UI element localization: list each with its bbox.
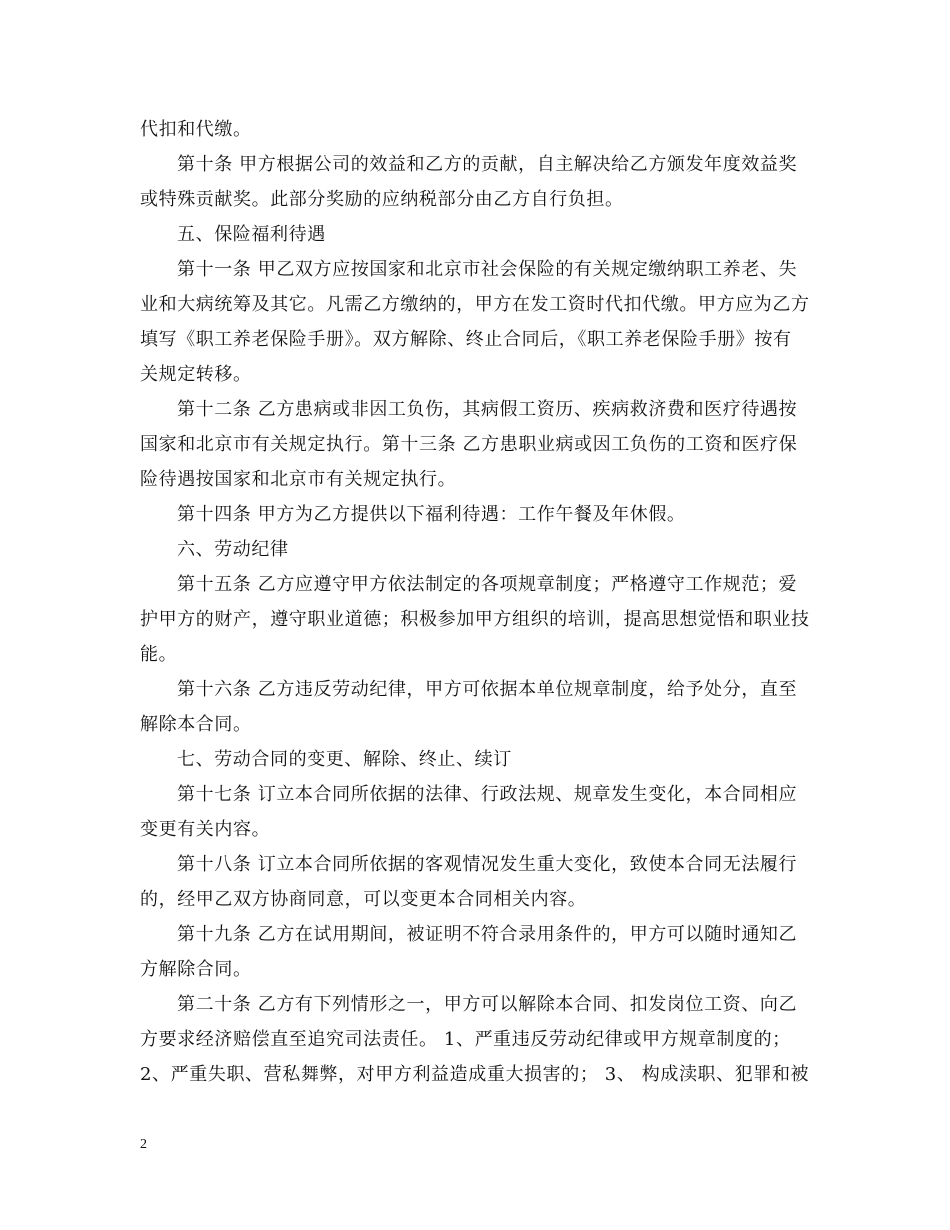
text-line: 解除本合同。: [140, 714, 252, 735]
text-line: 或特殊贡献奖。此部分奖励的应纳税部分由乙方自行负担。: [140, 189, 624, 210]
text-line: 代扣和代缴。: [140, 119, 252, 140]
text-line: 方解除合同。: [140, 959, 252, 980]
text-line: 第十八条 订立本合同所依据的客观情况发生重大变化，致使本合同无法履行: [177, 854, 798, 875]
section-heading: 五、保险福利待遇: [177, 224, 326, 245]
text-line: 第十条 甲方根据公司的效益和乙方的贡献，自主解决给乙方颁发年度效益奖: [177, 154, 798, 175]
text-line: 第十二条 乙方患病或非因工负伤，其病假工资历、疾病救济费和医疗待遇按: [177, 399, 798, 420]
text-line: 第二十条 乙方有下列情形之一，甲方可以解除本合同、扣发岗位工资、向乙: [177, 994, 798, 1015]
text-line: 第十四条 甲方为乙方提供以下福利待遇：工作午餐及年休假。: [177, 504, 686, 525]
text-line: 护甲方的财产，遵守职业道德；积极参加甲方组织的培训，提高思想觉悟和职业技: [140, 609, 810, 630]
text-line: 第十六条 乙方违反劳动纪律，甲方可依据本单位规章制度，给予处分，直至: [177, 679, 798, 700]
text-line: 业和大病统筹及其它。凡需乙方缴纳的，甲方在发工资时代扣代缴。甲方应为乙方: [140, 294, 810, 315]
text-line: 国家和北京市有关规定执行。第十三条 乙方患职业病或因工负伤的工资和医疗保: [140, 434, 798, 455]
text-line: 方要求经济赔偿直至追究司法责任。 1、严重违反劳动纪律或甲方规章制度的；: [140, 1029, 791, 1050]
text-line: 关规定转移。: [140, 364, 252, 385]
text-line: 第十一条 甲乙双方应按国家和北京市社会保险的有关规定缴纳职工养老、失: [177, 259, 798, 280]
text-line: 第十七条 订立本合同所依据的法律、行政法规、规章发生变化，本合同相应: [177, 784, 798, 805]
text-line: 能。: [140, 644, 178, 665]
section-heading: 六、劳动纪律: [177, 539, 289, 560]
text-line: 的，经甲乙双方协商同意，可以变更本合同相关内容。: [140, 889, 587, 910]
text-line: 第十五条 乙方应遵守甲方依法制定的各项规章制度；严格遵守工作规范；爱: [177, 574, 798, 595]
text-line: 2、严重失职、营私舞弊，对甲方利益造成重大损害的； 3、 构成渎职、犯罪和被: [140, 1064, 810, 1085]
text-line: 险待遇按国家和北京市有关规定执行。: [140, 469, 457, 490]
page-number: 2: [140, 1137, 147, 1152]
text-line: 变更有关内容。: [140, 819, 271, 840]
section-heading: 七、劳动合同的变更、解除、终止、续订: [177, 749, 512, 770]
text-line: 填写《职工养老保险手册》。双方解除、终止合同后，《职工养老保险手册》按有: [140, 329, 792, 350]
text-line: 第十九条 乙方在试用期间，被证明不符合录用条件的，甲方可以随时通知乙: [177, 924, 798, 945]
